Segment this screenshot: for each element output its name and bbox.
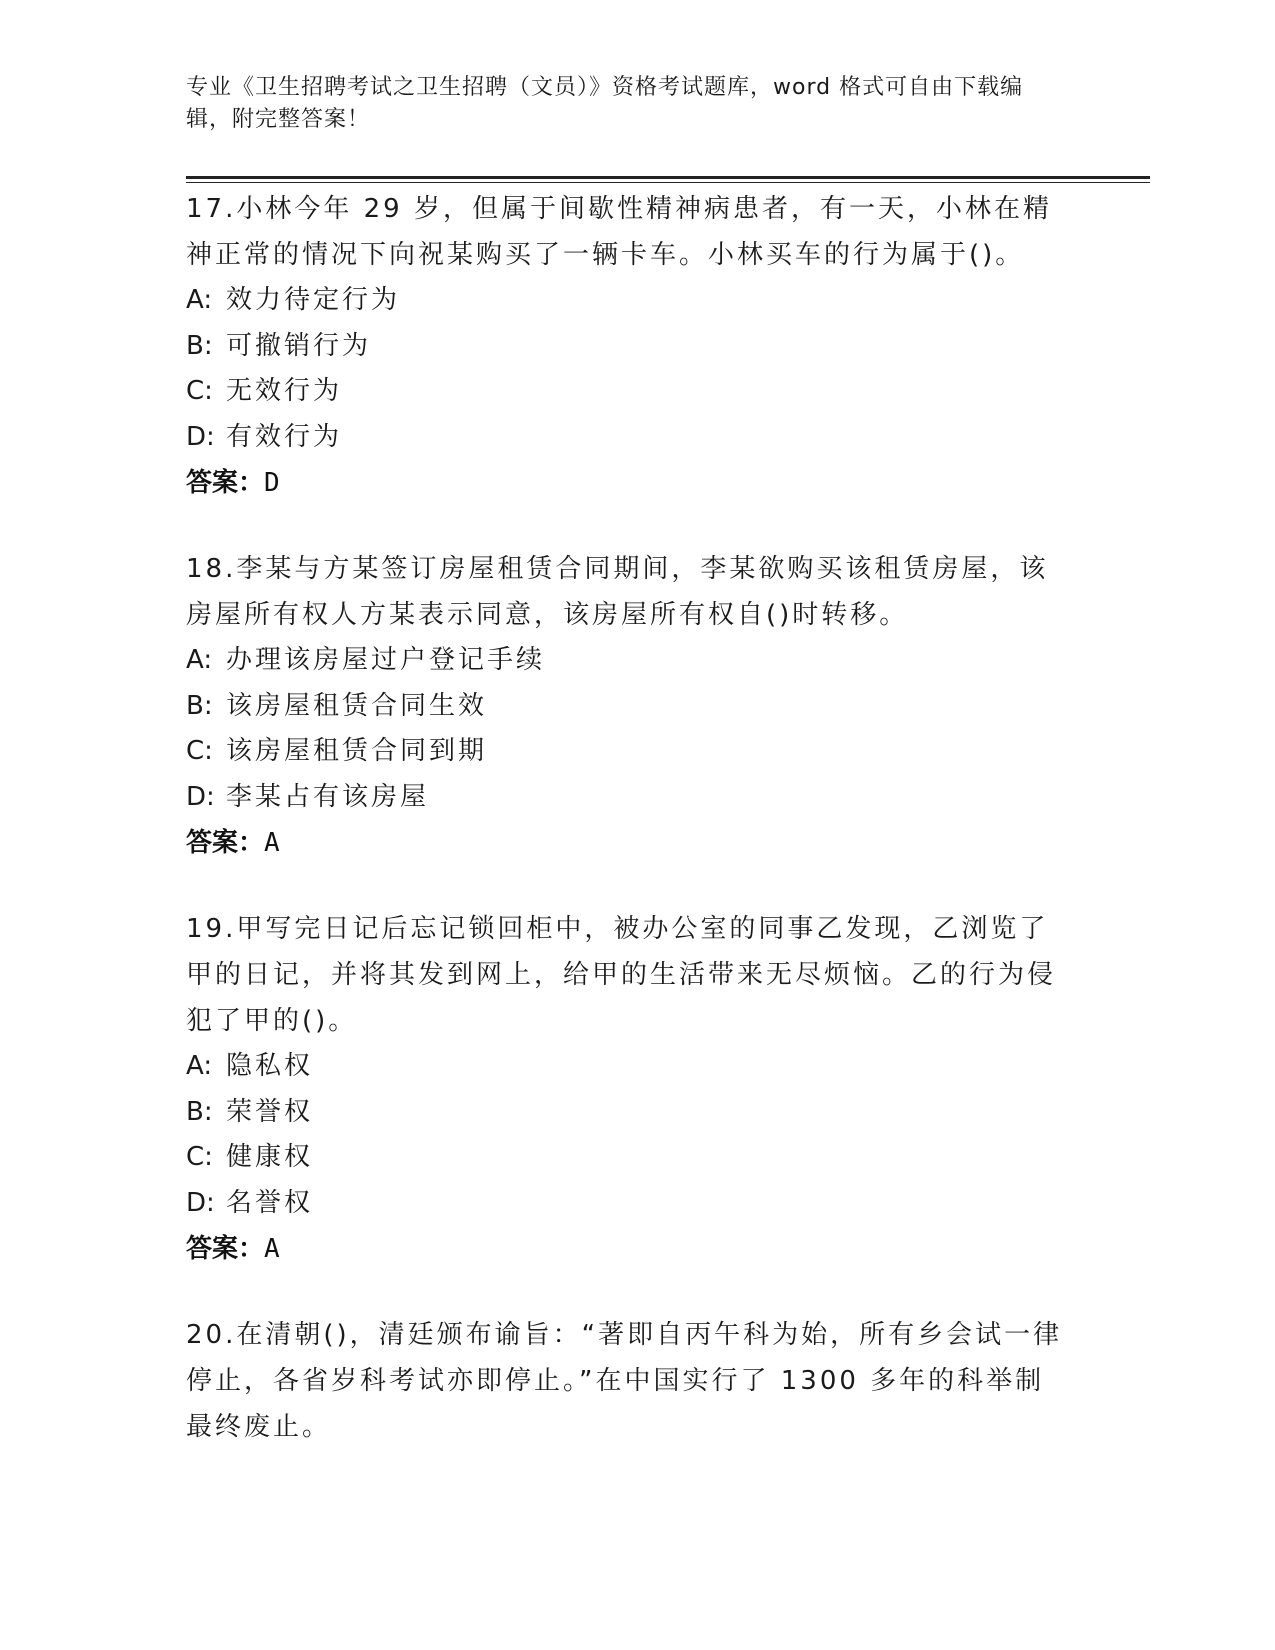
answer-label: 答案： (186, 828, 265, 858)
question-stem: 19.甲写完日记后忘记锁回柜中，被办公室的同事乙发现，乙浏览了甲的日记，并将其发到网上，给甲的生活带来无尽烦恼。乙的行为侵犯了甲的()。 (186, 914, 1057, 1036)
question-stem: 20.在清朝()，清廷颁布谕旨：“著即自丙午科为始，所有乡会试一律停止，各省岁科考试亦即停止。”在中国实行了 1300 多年的科举制最终废止。 (186, 1320, 1063, 1442)
question-stem: 17.小林今年 29 岁，但属于间歇性精神病患者，有一天，小林在精神正常的情况下向祝某购买了一辆卡车。小林买车的行为属于()。 (186, 194, 1052, 270)
answer-line (186, 1226, 1066, 1272)
option-text: 该房屋租赁合同生效 (226, 690, 488, 721)
answer-line (186, 460, 1066, 506)
option-letter: A: (186, 285, 213, 315)
option-letter: D: (186, 421, 215, 452)
document-header: 专业《卫生招聘考试之卫生招聘（文员）》资格考试题库，word 格式可自由下载编辑，附完整答案！ (186, 75, 1024, 132)
option-text: 该房屋租赁合同到期 (226, 736, 488, 766)
option-text: 有效行为 (226, 421, 343, 452)
option-b (186, 324, 1066, 370)
option-c (186, 729, 1066, 775)
option-text: 健康权 (226, 1142, 314, 1172)
option-letter: A: (186, 1051, 213, 1081)
option-text: 荣誉权 (226, 1096, 314, 1127)
option-a (186, 638, 1066, 684)
option-b (186, 684, 1066, 730)
option-letter: B: (186, 690, 213, 721)
header-rule-thin (186, 182, 1150, 183)
option-b (186, 1090, 1066, 1136)
option-letter: D: (186, 1187, 215, 1218)
option-c (186, 1135, 1066, 1181)
answer-value: A (264, 828, 280, 858)
option-letter: B: (186, 330, 213, 361)
option-text: 李某占有该房屋 (226, 781, 430, 812)
option-text: 名誉权 (226, 1187, 314, 1218)
answer-line (186, 820, 1066, 866)
answer-value: A (264, 1234, 280, 1264)
option-d (186, 1181, 1066, 1227)
option-text: 效力待定行为 (226, 285, 401, 315)
option-a (186, 278, 1066, 324)
option-letter: C: (186, 736, 213, 766)
option-letter: B: (186, 1096, 213, 1127)
option-letter: C: (186, 1142, 213, 1172)
question-stem: 18.李某与方某签订房屋租赁合同期间，李某欲购买该租赁房屋，该房屋所有权人方某表示同意，该房屋所有权自()时转移。 (186, 554, 1049, 630)
option-a (186, 1044, 1066, 1090)
answer-label: 答案： (186, 468, 265, 498)
option-text: 办理该房屋过户登记手续 (226, 645, 546, 675)
answer-value: D (264, 468, 280, 498)
question-17 (186, 186, 1066, 506)
question-18 (186, 546, 1066, 866)
option-letter: A: (186, 645, 213, 675)
question-20 (186, 1312, 1066, 1450)
question-list (186, 186, 1066, 1490)
option-c (186, 369, 1066, 415)
question-19 (186, 906, 1066, 1272)
answer-label: 答案： (186, 1234, 265, 1264)
option-text: 无效行为 (226, 376, 343, 406)
option-letter: D: (186, 781, 215, 812)
option-d (186, 775, 1066, 821)
option-d (186, 415, 1066, 461)
option-letter: C: (186, 376, 213, 406)
option-text: 可撤销行为 (226, 330, 372, 361)
header-rule-thick (186, 176, 1150, 179)
option-text: 隐私权 (226, 1051, 314, 1081)
